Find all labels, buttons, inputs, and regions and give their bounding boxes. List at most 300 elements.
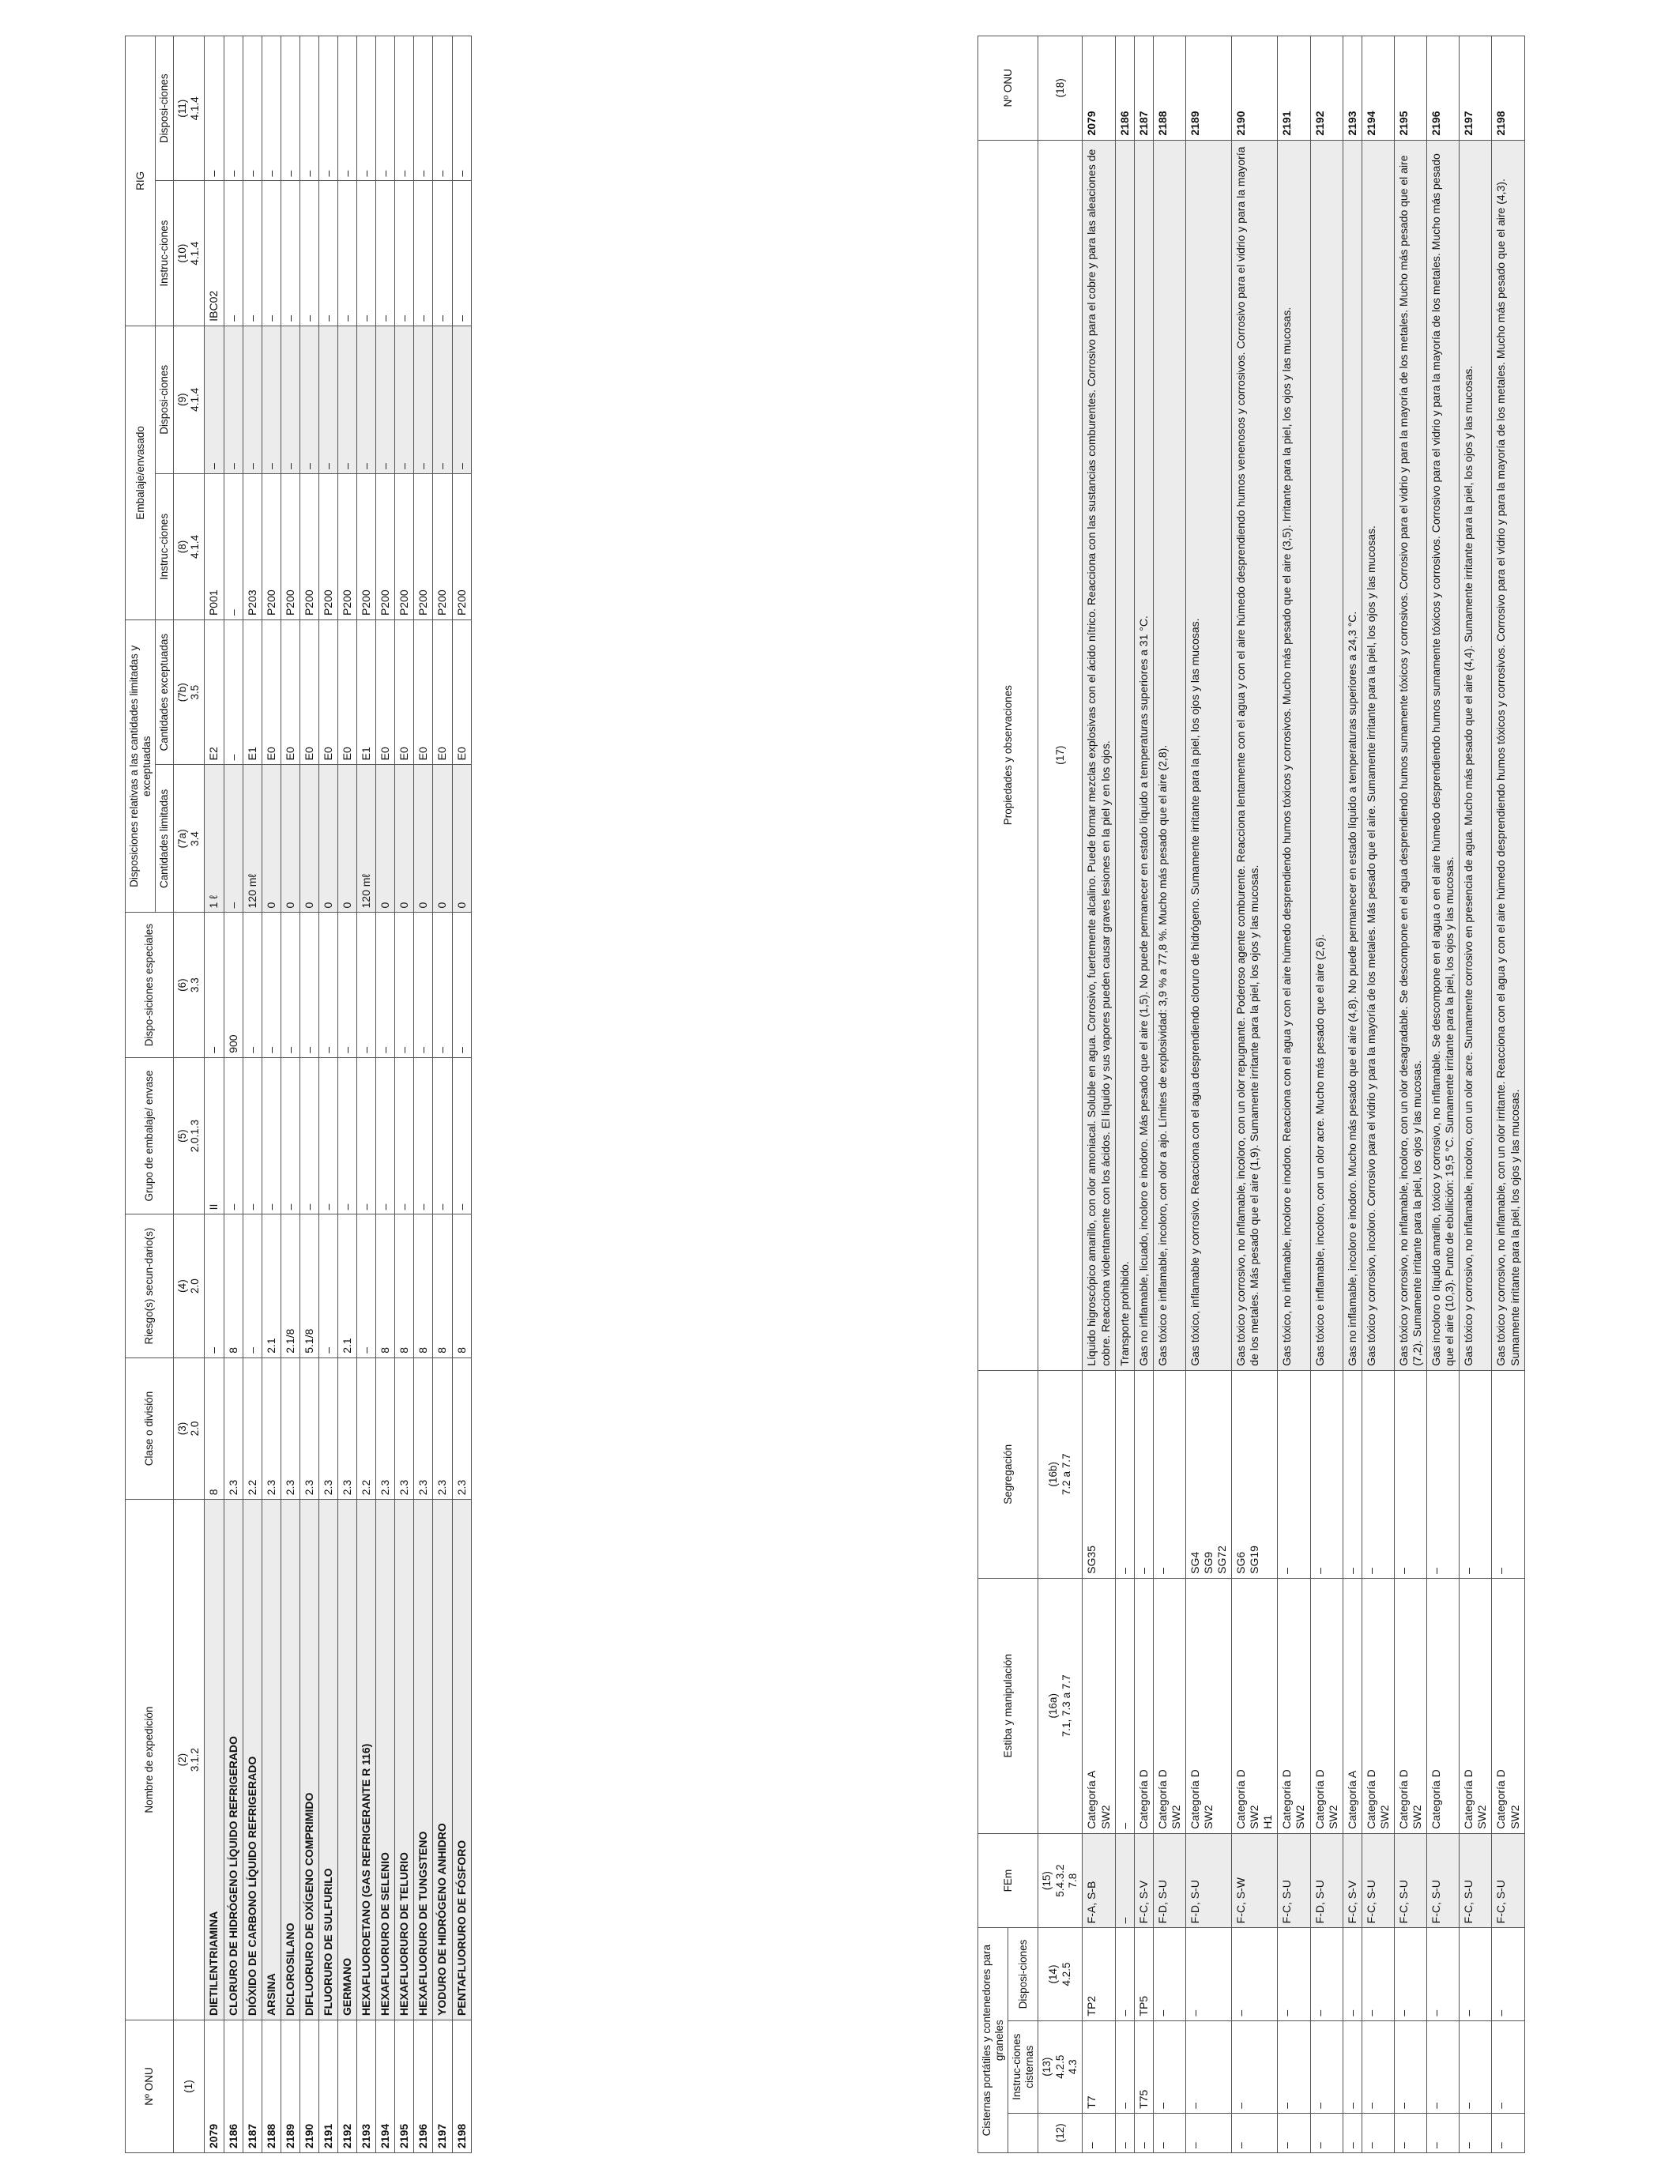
un-number-cell: 2193 bbox=[357, 2020, 376, 2152]
limited-quantity-cell: 0 bbox=[414, 765, 433, 913]
ibc-provision-cell: – bbox=[376, 36, 395, 181]
tank-instruction-cell: – bbox=[1153, 2020, 1185, 2113]
header-name: Nombre de expedición bbox=[126, 1500, 174, 2020]
excepted-quantity-cell: E0 bbox=[452, 620, 471, 765]
limited-quantity-cell: 120 mℓ bbox=[357, 765, 376, 913]
ibc-instruction-cell: – bbox=[414, 181, 433, 326]
packing-provision-cell: – bbox=[224, 326, 243, 473]
tank-instruction-cell: – bbox=[1394, 2020, 1426, 2113]
left-column-numbers bbox=[173, 36, 205, 2153]
un-number-cell: 2191 bbox=[1278, 36, 1310, 141]
special-provisions-cell: – bbox=[281, 913, 299, 1057]
right-table-wrapper bbox=[977, 36, 1525, 2153]
class-cell: 2.3 bbox=[299, 1357, 318, 1499]
right-column-numbers bbox=[1038, 36, 1083, 2153]
dangerous-goods-table-left bbox=[125, 36, 472, 2153]
left-column-number: (6) 3.3 bbox=[173, 913, 205, 1057]
table-row bbox=[1115, 36, 1134, 2153]
header-packing-group: Grupo de embalaje/ envase bbox=[126, 1057, 174, 1214]
ibc-instruction-cell: – bbox=[262, 181, 281, 326]
ibc-provision-cell: – bbox=[338, 36, 357, 181]
excepted-quantity-cell: – bbox=[224, 620, 243, 765]
subsidiary-risk-cell: 8 bbox=[376, 1214, 395, 1357]
excepted-quantity-cell: E0 bbox=[262, 620, 281, 765]
stowage-cell: Categoría D SW2 bbox=[1394, 1578, 1426, 1833]
stowage-cell: Categoría D SW2 H1 bbox=[1232, 1578, 1278, 1833]
header-properties: Propiedades y observaciones bbox=[978, 140, 1038, 1370]
right-column-number: (18) bbox=[1038, 36, 1083, 141]
class-cell: 2.3 bbox=[433, 1357, 452, 1499]
un-number-cell: 2192 bbox=[338, 2020, 357, 2152]
subsidiary-risk-cell: – bbox=[357, 1214, 376, 1357]
table-row bbox=[1232, 36, 1278, 2153]
ibc-provision-cell: – bbox=[357, 36, 376, 181]
segregation-cell: – bbox=[1460, 1370, 1492, 1578]
tank-instruction-cell: – bbox=[1310, 2020, 1343, 2113]
header-subrisk: Riesgo(s) secun-dario(s) bbox=[126, 1214, 174, 1357]
special-provisions-cell: – bbox=[452, 913, 471, 1057]
properties-cell: Gas tóxico y corrosivo, no inflamable, con un olor irritante. Reacciona con el agua y con el aire húmedo desprendiendo humos tóxicos y corrosivos. Corrosivo para el vidrio y para la mayoría de los metales. Mucho más pesado que el aire (4,3). Sumamente irritante para la piel, los ojos y las mucosas. bbox=[1492, 140, 1524, 1370]
ibc-provision-cell: – bbox=[452, 36, 471, 181]
un-number-cell: 2189 bbox=[1185, 36, 1231, 141]
segregation-cell: – bbox=[1427, 1370, 1460, 1578]
packing-provision-cell: – bbox=[452, 326, 471, 473]
packing-provision-cell: – bbox=[376, 326, 395, 473]
packing-instruction-cell: P200 bbox=[299, 473, 318, 619]
packing-group-cell: – bbox=[318, 1057, 337, 1214]
left-column-number: (7b) 3.5 bbox=[173, 620, 205, 765]
tank-instruction-cell: – bbox=[1492, 2020, 1524, 2113]
stowage-cell: Categoría D SW2 bbox=[1153, 1578, 1185, 1833]
ibc-instruction-cell: – bbox=[299, 181, 318, 326]
packing-instruction-cell: P200 bbox=[338, 473, 357, 619]
ems-cell: F-D, S-U bbox=[1310, 1833, 1343, 1928]
ems-cell: F-C, S-V bbox=[1343, 1833, 1362, 1928]
packing-instruction-cell: – bbox=[224, 473, 243, 619]
ibc-instruction-cell: – bbox=[452, 181, 471, 326]
ibc-instruction-cell: – bbox=[318, 181, 337, 326]
segregation-cell: – bbox=[1362, 1370, 1394, 1578]
ems-cell: F-C, S-U bbox=[1460, 1833, 1492, 1928]
ems-cell: F-C, S-V bbox=[1134, 1833, 1153, 1928]
stowage-cell: Categoría D bbox=[1427, 1578, 1460, 1833]
special-provisions-cell: – bbox=[205, 913, 224, 1057]
properties-cell: Gas incoloro o líquido amarillo, tóxico y corrosivo, no inflamable. Se descompone en el agua o en el aire húmedo desprendiendo humos sumamente tóxicos y corrosivos. Corrosivo para el vidrio y para la mayoría de los metales. Mucho más pesado que el aire (10,3). Punto de ebullición: 19,5 °C. Sumamente irritante para la piel, los ojos y las mucosas. bbox=[1427, 140, 1460, 1370]
un-number-cell: 2198 bbox=[1492, 36, 1524, 141]
un-number-cell: 2197 bbox=[1460, 36, 1492, 141]
special-provisions-cell: – bbox=[376, 913, 395, 1057]
header-class: Clase o división bbox=[126, 1357, 174, 1499]
tank-instruction-cell: – bbox=[1362, 2020, 1394, 2113]
stowage-cell: Categoría D SW2 bbox=[1460, 1578, 1492, 1833]
limited-quantity-cell: 0 bbox=[433, 765, 452, 913]
packing-provision-cell: – bbox=[357, 326, 376, 473]
table-row bbox=[395, 36, 414, 2153]
left-column-number: (10) 4.1.4 bbox=[173, 181, 205, 326]
ibc-instruction-cell: – bbox=[376, 181, 395, 326]
limited-quantity-cell: 0 bbox=[299, 765, 318, 913]
table-row bbox=[433, 36, 452, 2153]
tank-col12-cell: – bbox=[1185, 2113, 1231, 2152]
tank-provision-cell: – bbox=[1460, 1928, 1492, 2020]
subsidiary-risk-cell: 8 bbox=[224, 1214, 243, 1357]
packing-group-cell: – bbox=[433, 1057, 452, 1214]
packing-group-cell: – bbox=[243, 1057, 262, 1214]
ibc-instruction-cell: – bbox=[357, 181, 376, 326]
special-provisions-cell: – bbox=[433, 913, 452, 1057]
segregation-cell: SG4 SG9 SG72 bbox=[1185, 1370, 1231, 1578]
left-column-number: (7a) 3.4 bbox=[173, 765, 205, 913]
header-segregation: Segregación bbox=[978, 1370, 1038, 1578]
ibc-provision-cell: – bbox=[299, 36, 318, 181]
tank-col12-cell: – bbox=[1460, 2113, 1492, 2152]
packing-group-cell: – bbox=[338, 1057, 357, 1214]
table-row bbox=[1343, 36, 1362, 2153]
un-number-cell: 2197 bbox=[433, 2020, 452, 2152]
un-number-cell: 2186 bbox=[1115, 36, 1134, 141]
segregation-cell: – bbox=[1153, 1370, 1185, 1578]
ibc-provision-cell: – bbox=[318, 36, 337, 181]
left-column-number: (8) 4.1.4 bbox=[173, 473, 205, 619]
packing-provision-cell: – bbox=[433, 326, 452, 473]
left-column-number: (4) 2.0 bbox=[173, 1214, 205, 1357]
properties-cell: Gas tóxico e inflamable, incoloro, con un olor acre. Mucho más pesado que el aire (2,6). bbox=[1310, 140, 1343, 1370]
un-number-cell: 2188 bbox=[262, 2020, 281, 2152]
special-provisions-cell: – bbox=[243, 913, 262, 1057]
class-cell: 2.2 bbox=[357, 1357, 376, 1499]
subsidiary-risk-cell: 8 bbox=[395, 1214, 414, 1357]
header-limited-quantities: Cantidades limitadas bbox=[156, 765, 174, 913]
class-cell: 2.2 bbox=[243, 1357, 262, 1499]
segregation-cell: – bbox=[1278, 1370, 1310, 1578]
right-column-number: (14) 4.2.5 bbox=[1038, 1928, 1083, 2020]
shipping-name-cell: PENTAFLUORURO DE FÓSFORO bbox=[452, 1500, 471, 2020]
properties-cell: Gas tóxico y corrosivo, incoloro. Corrosivo para el vidrio y para la mayoría de los metales. Más pesado que el aire. Sumamente irritante para la piel, los ojos y las mucosas. bbox=[1362, 140, 1394, 1370]
excepted-quantity-cell: E0 bbox=[318, 620, 337, 765]
properties-cell: Gas tóxico y corrosivo, no inflamable, incoloro, con un olor repugnante. Poderoso agente comburente. Reacciona lentamente con el agua y con el aire húmedo desprendiendo humos venenosos y corrosivos. Corrosivo para el vidrio y para la mayoría de los metales. Más pesado que el aire (1,9). Sumamente irritante para la piel, los ojos y las mucosas. bbox=[1232, 140, 1278, 1370]
tank-provision-cell: – bbox=[1343, 1928, 1362, 2020]
excepted-quantity-cell: E2 bbox=[205, 620, 224, 765]
packing-group-cell: – bbox=[299, 1057, 318, 1214]
properties-cell: Gas no inflamable, incoloro e inodoro. Mucho más pesado que el aire (4,8). No puede permanecer en estado líquido a temperaturas superiores a 24,3 °C. bbox=[1343, 140, 1362, 1370]
excepted-quantity-cell: E1 bbox=[243, 620, 262, 765]
table-row bbox=[1394, 36, 1426, 2153]
tank-col12-cell: – bbox=[1134, 2113, 1153, 2152]
un-number-cell: 2194 bbox=[1362, 36, 1394, 141]
shipping-name-cell: YODURO DE HIDRÓGENO ANHIDRO bbox=[433, 1500, 452, 2020]
ibc-instruction-cell: – bbox=[281, 181, 299, 326]
subsidiary-risk-cell: 2.1 bbox=[262, 1214, 281, 1357]
tank-instruction-cell: – bbox=[1278, 2020, 1310, 2113]
table-row bbox=[1185, 36, 1231, 2153]
packing-group-cell: – bbox=[224, 1057, 243, 1214]
segregation-cell: – bbox=[1492, 1370, 1524, 1578]
subsidiary-risk-cell: 5.1/8 bbox=[299, 1214, 318, 1357]
packing-provision-cell: – bbox=[205, 326, 224, 473]
shipping-name-cell: DICLOROSILANO bbox=[281, 1500, 299, 2020]
subsidiary-risk-cell: 2.1 bbox=[338, 1214, 357, 1357]
ems-cell: F-C, S-U bbox=[1394, 1833, 1426, 1928]
header-ibc-instructions: Instruc-ciones bbox=[156, 181, 174, 326]
stowage-cell: Categoría D SW2 bbox=[1185, 1578, 1231, 1833]
tank-instruction-cell: – bbox=[1343, 2020, 1362, 2113]
table-row bbox=[1278, 36, 1310, 2153]
header-excepted-quantities: Cantidades exceptuadas bbox=[156, 620, 174, 765]
tank-provision-cell: – bbox=[1492, 1928, 1524, 2020]
right-column-number: (13) 4.2.5 4.3 bbox=[1038, 2020, 1083, 2113]
header-packing-instructions: Instruc-ciones bbox=[156, 473, 174, 619]
packing-instruction-cell: P200 bbox=[376, 473, 395, 619]
header-packing-provisions: Disposi-ciones bbox=[156, 326, 174, 473]
table-row bbox=[262, 36, 281, 2153]
excepted-quantity-cell: E0 bbox=[414, 620, 433, 765]
table-row bbox=[1460, 36, 1492, 2153]
tank-col12-cell: – bbox=[1153, 2113, 1185, 2152]
table-row bbox=[1310, 36, 1343, 2153]
tank-col12-cell: – bbox=[1278, 2113, 1310, 2152]
ems-cell: F-C, S-U bbox=[1492, 1833, 1524, 1928]
packing-provision-cell: – bbox=[395, 326, 414, 473]
tank-instruction-cell: – bbox=[1427, 2020, 1460, 2113]
header-stowage: Estiba y manipulación bbox=[978, 1578, 1038, 1833]
table-row bbox=[1134, 36, 1153, 2153]
stowage-cell: – bbox=[1115, 1578, 1134, 1833]
packing-provision-cell: – bbox=[318, 326, 337, 473]
tank-col12-cell: – bbox=[1427, 2113, 1460, 2152]
table-row bbox=[224, 36, 243, 2153]
un-number-cell: 2187 bbox=[243, 2020, 262, 2152]
excepted-quantity-cell: E0 bbox=[281, 620, 299, 765]
header-un: Nº ONU bbox=[126, 2020, 174, 2152]
special-provisions-cell: – bbox=[395, 913, 414, 1057]
special-provisions-cell: – bbox=[414, 913, 433, 1057]
packing-provision-cell: – bbox=[262, 326, 281, 473]
ems-cell: – bbox=[1115, 1833, 1134, 1928]
tank-instruction-cell: T7 bbox=[1083, 2020, 1115, 2113]
stowage-cell: Categoría D SW2 bbox=[1362, 1578, 1394, 1833]
packing-provision-cell: – bbox=[299, 326, 318, 473]
left-table-body bbox=[205, 36, 471, 2153]
subsidiary-risk-cell: – bbox=[243, 1214, 262, 1357]
packing-provision-cell: – bbox=[414, 326, 433, 473]
packing-group-cell: – bbox=[262, 1057, 281, 1214]
left-column-number: (11) 4.1.4 bbox=[173, 36, 205, 181]
packing-group-cell: – bbox=[452, 1057, 471, 1214]
subsidiary-risk-cell: 2.1/8 bbox=[281, 1214, 299, 1357]
ibc-provision-cell: – bbox=[224, 36, 243, 181]
ibc-provision-cell: – bbox=[281, 36, 299, 181]
packing-provision-cell: – bbox=[243, 326, 262, 473]
shipping-name-cell: FLUORURO DE SULFURILO bbox=[318, 1500, 337, 2020]
properties-cell: Gas no inflamable, licuado, incoloro e inodoro. Más pesado que el aire (1,5). No puede permanecer en estado líquido a temperaturas superiores a 31 °C. bbox=[1134, 140, 1153, 1370]
shipping-name-cell: HEXAFLUOROETANO (GAS REFRIGERANTE R 116) bbox=[357, 1500, 376, 2020]
shipping-name-cell: HEXAFLUORURO DE SELENIO bbox=[376, 1500, 395, 2020]
excepted-quantity-cell: E0 bbox=[395, 620, 414, 765]
un-number-cell: 2186 bbox=[224, 2020, 243, 2152]
header-un-right: Nº ONU bbox=[978, 36, 1038, 141]
table-row bbox=[338, 36, 357, 2153]
special-provisions-cell: – bbox=[262, 913, 281, 1057]
un-number-cell: 2079 bbox=[1083, 36, 1115, 141]
table-row bbox=[1362, 36, 1394, 2153]
properties-cell: Gas tóxico, no inflamable, incoloro e inodoro. Reacciona con el agua y con el aire húmedo desprendiendo humos tóxicos y corrosivos. Mucho más pesado que el aire (3,5). Irritante para la piel, los ojos y las mucosas. bbox=[1278, 140, 1310, 1370]
stowage-cell: Categoría D bbox=[1134, 1578, 1153, 1833]
packing-group-cell: – bbox=[376, 1057, 395, 1214]
ems-cell: F-A, S-B bbox=[1083, 1833, 1115, 1928]
packing-group-cell: – bbox=[281, 1057, 299, 1214]
header-tank-provisions: Disposi-ciones bbox=[1008, 1928, 1038, 2020]
shipping-name-cell: GERMANO bbox=[338, 1500, 357, 2020]
tank-instruction-cell: – bbox=[1232, 2020, 1278, 2113]
tank-provision-cell: – bbox=[1232, 1928, 1278, 2020]
un-number-cell: 2198 bbox=[452, 2020, 471, 2152]
class-cell: 2.3 bbox=[318, 1357, 337, 1499]
tank-provision-cell: TP2 bbox=[1083, 1928, 1115, 2020]
class-cell: 2.3 bbox=[452, 1357, 471, 1499]
shipping-name-cell: DIFLUORURO DE OXÍGENO COMPRIMIDO bbox=[299, 1500, 318, 2020]
un-number-cell: 2196 bbox=[1427, 36, 1460, 141]
right-column-number: (16b) 7.2 a 7.7 bbox=[1038, 1370, 1083, 1578]
tank-provision-cell: – bbox=[1427, 1928, 1460, 2020]
tank-instruction-cell: T75 bbox=[1134, 2020, 1153, 2113]
limited-quantity-cell: 0 bbox=[318, 765, 337, 913]
shipping-name-cell: CLORURO DE HIDRÓGENO LÍQUIDO REFRIGERADO bbox=[224, 1500, 243, 2020]
class-cell: 2.3 bbox=[338, 1357, 357, 1499]
shipping-name-cell: HEXAFLUORURO DE TUNGSTENO bbox=[414, 1500, 433, 2020]
packing-instruction-cell: P200 bbox=[433, 473, 452, 619]
table-row bbox=[376, 36, 395, 2153]
tank-provision-cell: – bbox=[1278, 1928, 1310, 2020]
right-table-header bbox=[978, 36, 1083, 2153]
table-row bbox=[299, 36, 318, 2153]
ems-cell: F-C, S-U bbox=[1427, 1833, 1460, 1928]
stowage-cell: Categoría A bbox=[1343, 1578, 1362, 1833]
tank-col12-cell: – bbox=[1310, 2113, 1343, 2152]
excepted-quantity-cell: E0 bbox=[299, 620, 318, 765]
packing-instruction-cell: P200 bbox=[414, 473, 433, 619]
un-number-cell: 2188 bbox=[1153, 36, 1185, 141]
left-table-header bbox=[126, 36, 205, 2153]
excepted-quantity-cell: E0 bbox=[376, 620, 395, 765]
properties-cell: Gas tóxico y corrosivo, no inflamable, incoloro, con un olor desagradable. Se descompone en el agua desprendiendo humos sumamente tóxicos y corrosivos. Corrosivo para el vidrio y para la mayoría de los metales. Mucho más pesado que el aire (7,2). Sumamente irritante para la piel, los ojos y las mucosas. bbox=[1394, 140, 1426, 1370]
tank-instruction-cell: – bbox=[1185, 2020, 1231, 2113]
un-number-cell: 2193 bbox=[1343, 36, 1362, 141]
limited-quantity-cell: 0 bbox=[452, 765, 471, 913]
table-row bbox=[1492, 36, 1524, 2153]
left-column-number: (3) 2.0 bbox=[173, 1357, 205, 1499]
segregation-cell: – bbox=[1343, 1370, 1362, 1578]
class-cell: 2.3 bbox=[224, 1357, 243, 1499]
ems-cell: F-C, S-U bbox=[1278, 1833, 1310, 1928]
properties-cell: Gas tóxico, inflamable y corrosivo. Reacciona con el agua desprendiendo cloruro de hidrógeno. Sumamente irritante para la piel, los ojos y las mucosas. bbox=[1185, 140, 1231, 1370]
stowage-cell: Categoría A SW2 bbox=[1083, 1578, 1115, 1833]
left-table-wrapper bbox=[125, 36, 472, 2153]
class-cell: 2.3 bbox=[262, 1357, 281, 1499]
limited-quantity-cell: 120 mℓ bbox=[243, 765, 262, 913]
class-cell: 2.3 bbox=[414, 1357, 433, 1499]
packing-instruction-cell: P200 bbox=[395, 473, 414, 619]
right-column-number: (12) bbox=[1038, 2113, 1083, 2152]
left-column-number: (1) bbox=[173, 2020, 205, 2152]
table-row bbox=[205, 36, 224, 2153]
properties-cell: Líquido higroscópico amarillo, con olor amoniacal. Soluble en agua. Corrosivo, fuertemente alcalino. Puede formar mezclas explosivas con el ácido nítrico. Reacciona con las sustancias comburentes. Corrosivo para el cobre y para las aleaciones de cobre. Reacciona violentamente con los ácidos. El líquido y sus vapores pueden causar graves lesiones en la piel y en los ojos. bbox=[1083, 140, 1115, 1370]
packing-instruction-cell: P200 bbox=[357, 473, 376, 619]
right-column-number: (17) bbox=[1038, 140, 1083, 1370]
packing-group-cell: – bbox=[414, 1057, 433, 1214]
limited-quantity-cell: 0 bbox=[376, 765, 395, 913]
segregation-cell: SG35 bbox=[1083, 1370, 1115, 1578]
ibc-provision-cell: – bbox=[414, 36, 433, 181]
shipping-name-cell: DIÓXIDO DE CARBONO LÍQUIDO REFRIGERADO bbox=[243, 1500, 262, 2020]
right-table-body bbox=[1083, 36, 1524, 2153]
left-column-number: (9) 4.1.4 bbox=[173, 326, 205, 473]
stowage-cell: Categoría D SW2 bbox=[1492, 1578, 1524, 1833]
shipping-name-cell: HEXAFLUORURO DE TELURIO bbox=[395, 1500, 414, 2020]
un-number-cell: 2190 bbox=[299, 2020, 318, 2152]
tank-provision-cell: – bbox=[1310, 1928, 1343, 2020]
class-cell: 2.3 bbox=[395, 1357, 414, 1499]
class-cell: 8 bbox=[205, 1357, 224, 1499]
header-ems: FEm bbox=[978, 1833, 1038, 1928]
ibc-instruction-cell: – bbox=[433, 181, 452, 326]
ibc-instruction-cell: IBC02 bbox=[205, 181, 224, 326]
shipping-name-cell: DIETILENTRIAMINA bbox=[205, 1500, 224, 2020]
class-cell: 2.3 bbox=[376, 1357, 395, 1499]
tank-provision-cell: TP5 bbox=[1134, 1928, 1153, 2020]
limited-quantity-cell: 0 bbox=[262, 765, 281, 913]
tank-provision-cell: – bbox=[1394, 1928, 1426, 2020]
ems-cell: F-C, S-W bbox=[1232, 1833, 1278, 1928]
class-cell: 2.3 bbox=[281, 1357, 299, 1499]
packing-group-cell: – bbox=[357, 1057, 376, 1214]
header-tanks-group: Cisternas portátiles y contenedores para graneles bbox=[978, 1928, 1008, 2153]
special-provisions-cell: – bbox=[338, 913, 357, 1057]
un-number-cell: 2195 bbox=[395, 2020, 414, 2152]
ibc-provision-cell: – bbox=[205, 36, 224, 181]
un-number-cell: 2187 bbox=[1134, 36, 1153, 141]
tank-provision-cell: – bbox=[1362, 1928, 1394, 2020]
un-number-cell: 2195 bbox=[1394, 36, 1426, 141]
limited-quantity-cell: 0 bbox=[281, 765, 299, 913]
subsidiary-risk-cell: – bbox=[318, 1214, 337, 1357]
table-row bbox=[318, 36, 337, 2153]
ibc-instruction-cell: – bbox=[243, 181, 262, 326]
packing-provision-cell: – bbox=[338, 326, 357, 473]
shipping-name-cell: ARSINA bbox=[262, 1500, 281, 2020]
tank-provision-cell: – bbox=[1153, 1928, 1185, 2020]
excepted-quantity-cell: E1 bbox=[357, 620, 376, 765]
tank-col12-cell: – bbox=[1492, 2113, 1524, 2152]
right-column-number: (15) 5.4.3.2 7.8 bbox=[1038, 1833, 1083, 1928]
header-tank-instructions: Instruc-ciones cisternas bbox=[1008, 2020, 1038, 2113]
packing-instruction-cell: P200 bbox=[318, 473, 337, 619]
table-row bbox=[1427, 36, 1460, 2153]
ems-cell: F-D, S-U bbox=[1185, 1833, 1231, 1928]
left-column-number: (5) 2.0.1.3 bbox=[173, 1057, 205, 1214]
un-number-cell: 2192 bbox=[1310, 36, 1343, 141]
left-column-number: (2) 3.1.2 bbox=[173, 1500, 205, 2020]
limited-quantity-cell: 1 ℓ bbox=[205, 765, 224, 913]
limited-quantity-cell: – bbox=[224, 765, 243, 913]
properties-cell: Gas tóxico e inflamable, incoloro, con olor a ajo. Límites de explosividad: 3,9 % a 77,8 %. Mucho más pesado que el aire (2,8). bbox=[1153, 140, 1185, 1370]
packing-instruction-cell: P200 bbox=[281, 473, 299, 619]
table-row bbox=[1083, 36, 1115, 2153]
subsidiary-risk-cell: – bbox=[205, 1214, 224, 1357]
packing-instruction-cell: P001 bbox=[205, 473, 224, 619]
tank-col12-cell: – bbox=[1362, 2113, 1394, 2152]
header-ibc-group: RIG bbox=[126, 36, 156, 326]
ibc-provision-cell: – bbox=[433, 36, 452, 181]
